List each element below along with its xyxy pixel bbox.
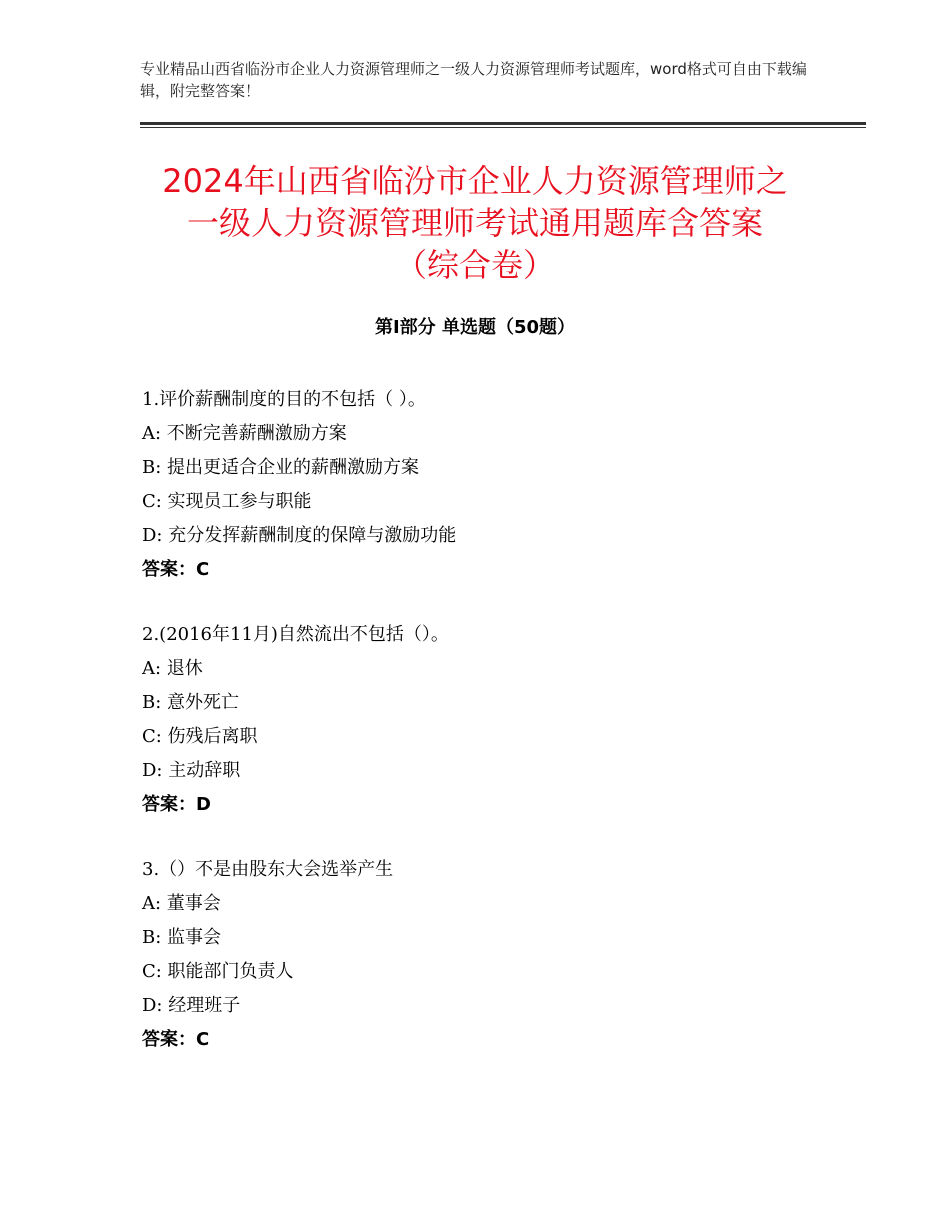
header-note: 专业精品山西省临汾市企业人力资源管理师之一级人力资源管理师考试题库，word格式可自由下载编辑，附完整答案！ (140, 60, 807, 100)
answer: 答案：D (142, 794, 211, 815)
option-d: D: 经理班子 (142, 995, 241, 1016)
option-a: A: 退休 (142, 658, 203, 679)
question-2 (142, 618, 862, 822)
option-b: B: 意外死亡 (142, 692, 240, 713)
answer: 答案：C (142, 1029, 210, 1050)
question-list (142, 383, 862, 1088)
title-line-3: （综合卷） (394, 246, 555, 284)
answer: 答案：C (142, 559, 210, 580)
option-c: C: 实现员工参与职能 (142, 491, 312, 512)
option-c: C: 伤残后离职 (142, 726, 258, 747)
question-stem: 2.(2016年11月)自然流出不包括（）。 (142, 624, 449, 645)
title-line-1: 2024年山西省临汾市企业人力资源管理师之 (162, 162, 788, 200)
question-1 (142, 383, 862, 587)
header-rule-thick (140, 122, 866, 125)
header-rule-thin (140, 127, 866, 128)
option-b: B: 提出更适合企业的薪酬激励方案 (142, 457, 420, 478)
option-a: A: 不断完善薪酬激励方案 (142, 423, 347, 444)
option-c: C: 职能部门负责人 (142, 961, 294, 982)
question-stem: 3.（）不是由股东大会选举产生 (142, 859, 394, 880)
option-d: D: 充分发挥薪酬制度的保障与激励功能 (142, 525, 457, 546)
question-stem: 1.评价薪酬制度的目的不包括（ ）。 (142, 389, 426, 410)
option-d: D: 主动辞职 (142, 760, 241, 781)
title-line-2: 一级人力资源管理师考试通用题库含答案 (186, 204, 763, 242)
question-3 (142, 853, 862, 1057)
section-title: 第Ⅰ部分 单选题（50题） (374, 317, 575, 338)
option-a: A: 董事会 (142, 893, 221, 914)
option-b: B: 监事会 (142, 927, 222, 948)
document-title (60, 160, 890, 286)
